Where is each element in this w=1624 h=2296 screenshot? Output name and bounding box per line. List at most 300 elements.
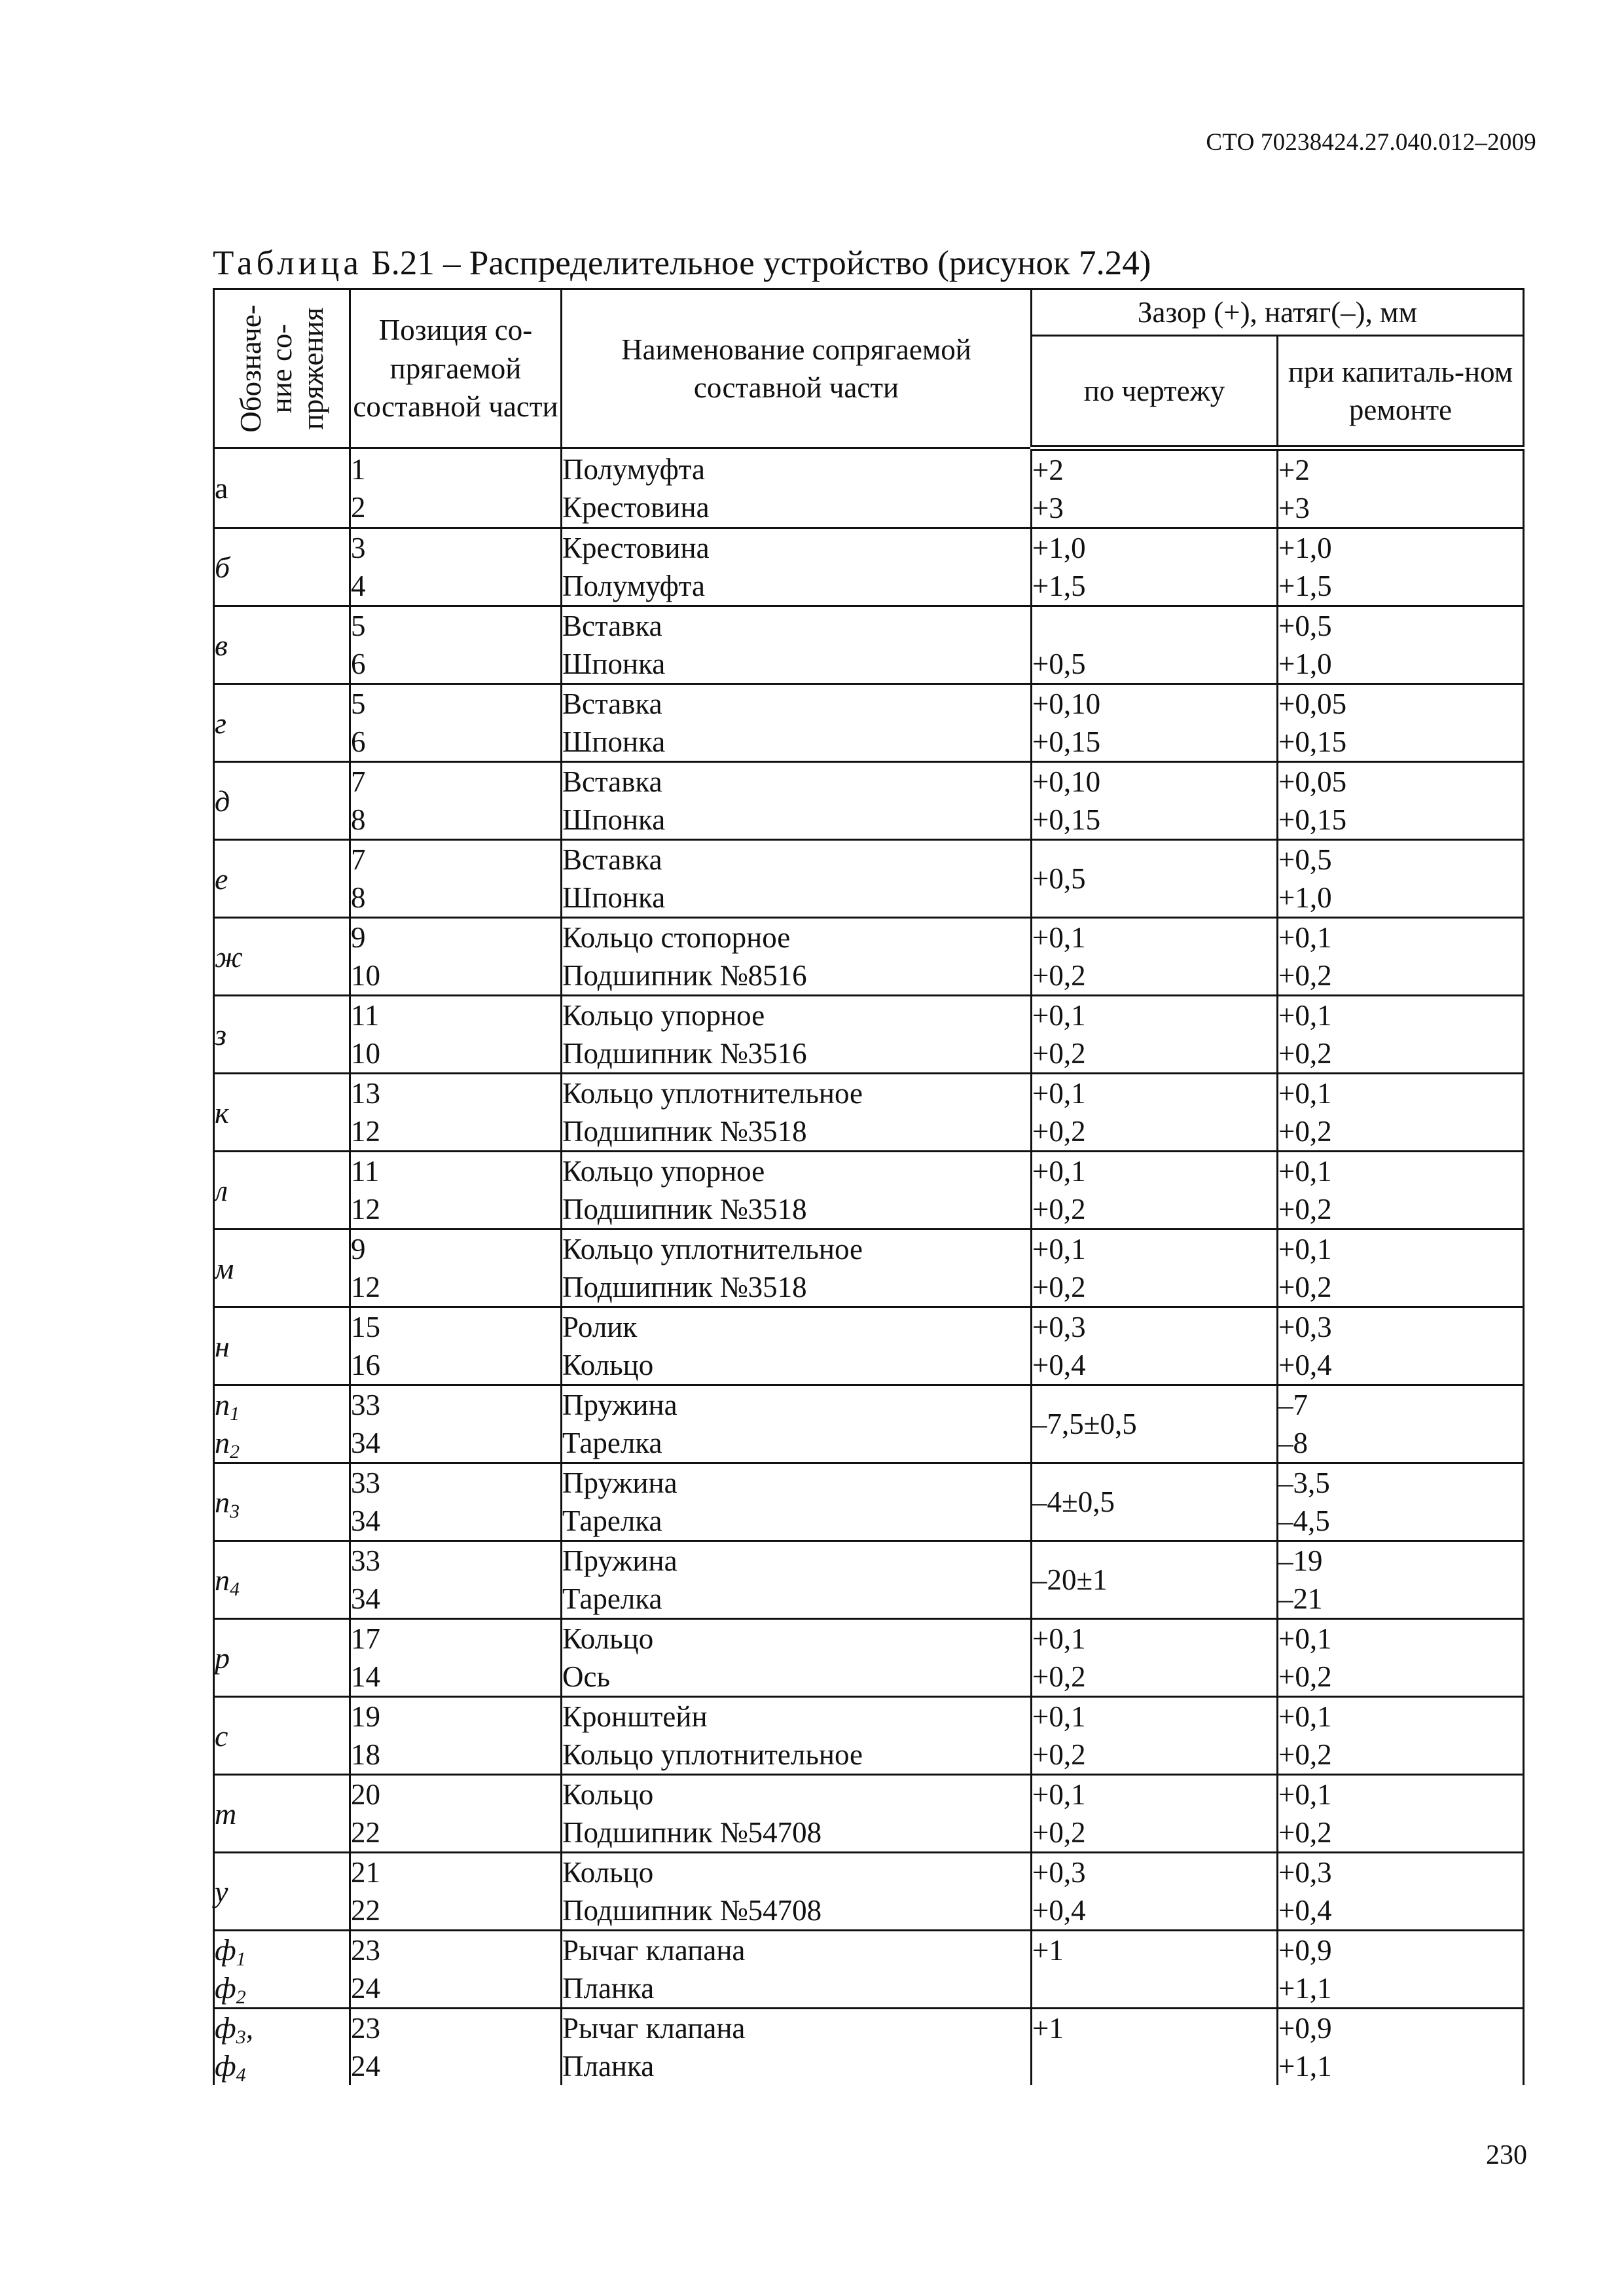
- cell-name-line: Рычаг клапана: [562, 2012, 746, 2045]
- cell-position-line: 20: [351, 1778, 380, 1811]
- cell-at-overhaul-line: +3: [1278, 492, 1310, 524]
- header-designation: [214, 289, 350, 448]
- cell-designation: м: [214, 1230, 350, 1307]
- cell-by-drawing-line: +1: [1032, 2012, 1064, 2045]
- cell-name-line: Подшипник №54708: [562, 1894, 822, 1927]
- cell-name-line: Планка: [562, 1972, 655, 2005]
- cell-by-drawing: [1032, 1074, 1278, 1152]
- cell-by-drawing-line: +0,1: [1032, 1700, 1086, 1733]
- designation-letter: ф: [215, 1971, 236, 2005]
- cell-position: [350, 1463, 562, 1541]
- cell-by-drawing-line: +0,5: [1032, 647, 1086, 680]
- cell-designation: к: [214, 1074, 350, 1152]
- cell-position-line: 21: [351, 1856, 380, 1889]
- cell-at-overhaul: [1278, 1230, 1524, 1307]
- cell-designation: в: [214, 606, 350, 684]
- cell-at-overhaul: [1278, 2009, 1524, 2086]
- cell-name-line: Планка: [562, 2050, 655, 2083]
- cell-by-drawing: –4±0,5: [1032, 1463, 1278, 1541]
- cell-by-drawing-line: [1032, 607, 1276, 645]
- cell-name-line: Кольцо упорное: [562, 1155, 765, 1188]
- designation-line: [215, 1563, 240, 1600]
- cell-position-line: 22: [351, 1894, 380, 1927]
- cell-by-drawing-line: [1032, 1969, 1276, 2007]
- cell-designation: р: [214, 1619, 350, 1697]
- cell-name-line: Вставка: [562, 610, 662, 642]
- cell-at-overhaul-line: +2: [1278, 454, 1310, 486]
- cell-position-line: 3: [351, 532, 366, 564]
- cell-at-overhaul-line: +1,0: [1278, 881, 1332, 914]
- cell-name-line: Подшипник №3518: [562, 1193, 807, 1226]
- cell-by-drawing: +0,5: [1032, 840, 1278, 918]
- cell-position-line: 12: [351, 1115, 380, 1148]
- cell-name-line: Вставка: [562, 687, 662, 720]
- header-designation-line: ние со-: [264, 323, 298, 414]
- cell-name-line: Кольцо: [562, 1622, 654, 1655]
- designation-letter: п: [215, 1563, 230, 1597]
- cell-designation: т: [214, 1775, 350, 1853]
- cell-position-line: 34: [351, 1427, 380, 1459]
- designation-letter: п: [215, 1426, 230, 1459]
- cell-position-line: 4: [351, 570, 366, 602]
- cell-position: [350, 1853, 562, 1931]
- cell-name: [562, 996, 1032, 1074]
- cell-designation: д: [214, 762, 350, 840]
- header-designation-line: Обозначе-: [234, 304, 267, 433]
- designation-index: 3: [230, 1500, 240, 1522]
- cell-position-line: 16: [351, 1349, 380, 1381]
- cell-at-overhaul: [1278, 528, 1524, 606]
- cell-name-line: Подшипник №54708: [562, 1816, 822, 1849]
- cell-by-drawing-line: +1,0: [1032, 532, 1086, 564]
- cell-name-line: Пружина: [562, 1389, 677, 1421]
- table-row: [214, 1152, 1524, 1230]
- table-row: [214, 528, 1524, 606]
- cell-at-overhaul-line: +1,5: [1278, 570, 1332, 602]
- page-number: 230: [1486, 2140, 1527, 2170]
- cell-name: [562, 684, 1032, 762]
- cell-name: [562, 1541, 1032, 1619]
- cell-position: [350, 1074, 562, 1152]
- cell-position: [350, 1775, 562, 1853]
- cell-name-line: Полумуфта: [562, 570, 705, 602]
- cell-name: [562, 1775, 1032, 1853]
- cell-designation: а: [214, 448, 350, 528]
- cell-at-overhaul-line: +0,4: [1278, 1894, 1332, 1927]
- cell-name-line: Кольцо: [562, 1778, 654, 1811]
- cell-designation: г: [214, 684, 350, 762]
- cell-position-line: 11: [351, 1155, 380, 1188]
- cell-position-line: 5: [351, 687, 366, 720]
- cell-designation: [214, 1385, 350, 1463]
- cell-position: [350, 606, 562, 684]
- cell-name-line: Ось: [562, 1660, 610, 1693]
- cell-at-overhaul-line: –19: [1278, 1544, 1323, 1577]
- cell-name-line: Ролик: [562, 1311, 638, 1343]
- cell-at-overhaul-line: +0,3: [1278, 1311, 1332, 1343]
- cell-at-overhaul-line: +0,15: [1278, 803, 1347, 836]
- cell-name: [562, 1619, 1032, 1697]
- table-row: [214, 448, 1524, 528]
- cell-position-line: 12: [351, 1193, 380, 1226]
- cell-by-drawing-line: +0,1: [1032, 1077, 1086, 1110]
- cell-position-line: 10: [351, 959, 380, 992]
- cell-by-drawing-line: +0,1: [1032, 1778, 1086, 1811]
- cell-at-overhaul-line: +0,1: [1278, 1778, 1332, 1811]
- cell-at-overhaul-line: +0,05: [1278, 765, 1347, 798]
- cell-position-line: 2: [351, 490, 366, 524]
- cell-by-drawing: [1032, 1230, 1278, 1307]
- table-row: [214, 1931, 1524, 2009]
- cell-at-overhaul: [1278, 1463, 1524, 1541]
- cell-by-drawing: [1032, 1853, 1278, 1931]
- cell-name: [562, 1931, 1032, 2009]
- cell-designation: у: [214, 1853, 350, 1931]
- cell-at-overhaul-line: +0,2: [1278, 1660, 1332, 1693]
- cell-at-overhaul: [1278, 1152, 1524, 1230]
- table-row: [214, 918, 1524, 996]
- cell-position: [350, 996, 562, 1074]
- cell-at-overhaul-line: +0,1: [1278, 1622, 1332, 1655]
- cell-position-line: 7: [351, 765, 366, 798]
- cell-at-overhaul-line: +0,1: [1278, 921, 1332, 954]
- cell-by-drawing: [1032, 1775, 1278, 1853]
- cell-at-overhaul: [1278, 1307, 1524, 1385]
- cell-by-drawing: [1032, 2009, 1278, 2086]
- cell-name-line: Кольцо: [562, 1349, 654, 1381]
- cell-at-overhaul-line: +0,2: [1278, 1193, 1332, 1226]
- cell-position: [350, 448, 562, 528]
- cell-name-line: Подшипник №3518: [562, 1271, 807, 1303]
- cell-by-drawing-line: +0,2: [1032, 1271, 1086, 1303]
- cell-at-overhaul-line: +0,2: [1278, 1115, 1332, 1148]
- cell-name-line: Крестовина: [562, 532, 710, 564]
- cell-designation: с: [214, 1697, 350, 1775]
- cell-at-overhaul-line: +0,2: [1278, 959, 1332, 992]
- cell-by-drawing-line: +0,2: [1032, 1193, 1086, 1226]
- designation-letter: п: [215, 1388, 230, 1421]
- header-at-overhaul: при капиталь-ном ремонте: [1278, 336, 1524, 448]
- cell-at-overhaul-line: +0,5: [1278, 843, 1332, 876]
- cell-at-overhaul: [1278, 1541, 1524, 1619]
- cell-name-line: Крестовина: [562, 490, 710, 524]
- cell-at-overhaul-line: +0,2: [1278, 1271, 1332, 1303]
- cell-by-drawing-line: +0,2: [1032, 1660, 1086, 1693]
- cell-at-overhaul-line: –4,5: [1278, 1504, 1330, 1537]
- cell-by-drawing-line: +0,1: [1032, 1233, 1086, 1266]
- table-row: [214, 1619, 1524, 1697]
- cell-name-line: Кольцо уплотнительное: [562, 1077, 863, 1110]
- cell-position-line: 9: [351, 921, 366, 954]
- cell-by-drawing: –7,5±0,5: [1032, 1385, 1278, 1463]
- cell-name-line: Шпонка: [562, 803, 666, 836]
- designation-line: [215, 1931, 349, 1969]
- designation-index: 2: [230, 1441, 240, 1463]
- cell-at-overhaul-line: +0,1: [1278, 1077, 1332, 1110]
- cell-designation: [214, 1463, 350, 1541]
- cell-at-overhaul-line: +0,2: [1278, 1037, 1332, 1070]
- cell-by-drawing-line: +0,15: [1032, 725, 1101, 758]
- clearance-table: [213, 288, 1525, 2085]
- designation-index: 2: [236, 1986, 246, 2008]
- designation-index: 1: [230, 1403, 240, 1425]
- cell-by-drawing-line: +0,2: [1032, 1738, 1086, 1771]
- cell-at-overhaul: [1278, 1775, 1524, 1853]
- cell-name-line: Подшипник №3516: [562, 1037, 807, 1070]
- cell-position-line: 18: [351, 1738, 380, 1771]
- cell-by-drawing: [1032, 528, 1278, 606]
- table-row: [214, 684, 1524, 762]
- cell-by-drawing-line: [1032, 2047, 1276, 2085]
- cell-by-drawing-line: +2: [1032, 454, 1064, 486]
- cell-at-overhaul: [1278, 1853, 1524, 1931]
- cell-position-line: 17: [351, 1622, 380, 1655]
- cell-name: [562, 1230, 1032, 1307]
- cell-at-overhaul-line: +0,9: [1278, 1934, 1332, 1967]
- cell-name: [562, 1697, 1032, 1775]
- cell-position-line: 6: [351, 725, 366, 758]
- cell-position: [350, 1230, 562, 1307]
- cell-position-line: 34: [351, 1582, 380, 1615]
- header-designation-line: пряжения: [296, 307, 329, 430]
- designation-line: [215, 2009, 349, 2047]
- cell-position-line: 12: [351, 1271, 380, 1303]
- cell-at-overhaul-line: +0,2: [1278, 1816, 1332, 1849]
- cell-position: [350, 684, 562, 762]
- cell-name-line: Пружина: [562, 1467, 677, 1499]
- table-row: [214, 1697, 1524, 1775]
- cell-position-line: 9: [351, 1233, 366, 1266]
- cell-by-drawing: –20±1: [1032, 1541, 1278, 1619]
- cell-position: [350, 528, 562, 606]
- cell-by-drawing: [1032, 1697, 1278, 1775]
- cell-by-drawing-line: +0,1: [1032, 1622, 1086, 1655]
- designation-line: [215, 2047, 349, 2085]
- cell-name-line: Кольцо уплотнительное: [562, 1738, 863, 1771]
- designation-letter: ф: [215, 1933, 236, 1967]
- cell-position-line: 1: [351, 452, 366, 486]
- cell-at-overhaul: [1278, 1931, 1524, 2009]
- table-row: [214, 1074, 1524, 1152]
- cell-designation: б: [214, 528, 350, 606]
- cell-position-line: 34: [351, 1504, 380, 1537]
- cell-name-line: Кронштейн: [562, 1700, 708, 1733]
- table-row: [214, 2009, 1524, 2086]
- table-row: [214, 1463, 1524, 1541]
- cell-name: [562, 448, 1032, 528]
- cell-name: [562, 918, 1032, 996]
- cell-by-drawing: [1032, 684, 1278, 762]
- cell-at-overhaul-line: –7: [1278, 1389, 1308, 1421]
- designation-index: 4: [236, 2064, 246, 2086]
- cell-position: [350, 1619, 562, 1697]
- cell-position-line: 23: [351, 1934, 380, 1967]
- cell-position: [350, 1307, 562, 1385]
- cell-name: [562, 606, 1032, 684]
- cell-designation: н: [214, 1307, 350, 1385]
- cell-name-line: Кольцо упорное: [562, 999, 765, 1032]
- cell-position-line: 5: [351, 610, 366, 642]
- cell-at-overhaul-line: +1,1: [1278, 2050, 1332, 2083]
- cell-name: [562, 1307, 1032, 1385]
- cell-at-overhaul: [1278, 762, 1524, 840]
- cell-at-overhaul-line: +0,9: [1278, 2012, 1332, 2045]
- cell-position: [350, 840, 562, 918]
- table-row: [214, 1853, 1524, 1931]
- cell-position-line: 33: [351, 1389, 380, 1421]
- cell-name: [562, 2009, 1032, 2086]
- cell-at-overhaul-line: +0,3: [1278, 1856, 1332, 1889]
- cell-at-overhaul-line: –8: [1278, 1427, 1308, 1459]
- cell-name-line: Кольцо уплотнительное: [562, 1233, 863, 1266]
- cell-name: [562, 528, 1032, 606]
- cell-by-drawing: [1032, 1307, 1278, 1385]
- cell-at-overhaul-line: +0,1: [1278, 999, 1332, 1032]
- cell-at-overhaul: [1278, 1697, 1524, 1775]
- cell-at-overhaul: [1278, 1619, 1524, 1697]
- table-row: [214, 1541, 1524, 1619]
- cell-at-overhaul: [1278, 1074, 1524, 1152]
- cell-name: [562, 840, 1032, 918]
- cell-position: [350, 918, 562, 996]
- cell-name-line: Пружина: [562, 1544, 677, 1577]
- designation-line: [215, 1485, 240, 1522]
- cell-at-overhaul: [1278, 1385, 1524, 1463]
- header-by-drawing: по чертежу: [1032, 336, 1278, 448]
- cell-designation: [214, 2009, 350, 2086]
- designation-letter: п: [215, 1485, 230, 1519]
- cell-name-line: Рычаг клапана: [562, 1934, 746, 1967]
- cell-name-line: Кольцо: [562, 1856, 654, 1889]
- cell-by-drawing-line: +0,3: [1032, 1311, 1086, 1343]
- table-row: [214, 996, 1524, 1074]
- cell-at-overhaul-line: +1,0: [1278, 532, 1332, 564]
- cell-name-line: Тарелка: [562, 1427, 662, 1459]
- cell-position-line: 24: [351, 1972, 380, 2005]
- cell-by-drawing-line: +0,1: [1032, 921, 1086, 954]
- cell-position: [350, 1152, 562, 1230]
- cell-at-overhaul: [1278, 840, 1524, 918]
- cell-by-drawing-line: +0,1: [1032, 1155, 1086, 1188]
- cell-at-overhaul-line: +0,05: [1278, 687, 1347, 720]
- cell-designation: е: [214, 840, 350, 918]
- designation-punct: ,: [245, 2011, 254, 2045]
- cell-name-line: Тарелка: [562, 1582, 662, 1615]
- cell-by-drawing-line: +0,15: [1032, 803, 1101, 836]
- caption-text: Б.21 – Распределительное устройство (рисунок 7.24): [371, 244, 1151, 282]
- designation-line: [215, 1969, 349, 2007]
- cell-by-drawing: [1032, 606, 1278, 684]
- cell-position-line: 11: [351, 999, 380, 1032]
- cell-at-overhaul-line: +0,2: [1278, 1738, 1332, 1771]
- cell-at-overhaul-line: –21: [1278, 1582, 1323, 1615]
- cell-name: [562, 762, 1032, 840]
- cell-at-overhaul-line: +1,1: [1278, 1972, 1332, 2005]
- designation-index: 4: [230, 1578, 240, 1600]
- cell-at-overhaul-line: +0,4: [1278, 1349, 1332, 1381]
- cell-name: [562, 1074, 1032, 1152]
- table-row: [214, 762, 1524, 840]
- cell-at-overhaul-line: +0,15: [1278, 725, 1347, 758]
- cell-by-drawing: [1032, 918, 1278, 996]
- cell-by-drawing-line: +0,2: [1032, 959, 1086, 992]
- table-row: [214, 606, 1524, 684]
- cell-name-line: Кольцо стопорное: [562, 921, 791, 954]
- cell-position-line: 33: [351, 1544, 380, 1577]
- cell-by-drawing-line: +1: [1032, 1934, 1064, 1967]
- header-clearance-group: Зазор (+), натяг(–), мм: [1032, 289, 1524, 336]
- designation-letter: ф: [215, 2011, 236, 2045]
- cell-position-line: 22: [351, 1816, 380, 1849]
- cell-position-line: 6: [351, 647, 366, 680]
- cell-by-drawing-line: +0,3: [1032, 1856, 1086, 1889]
- cell-at-overhaul: [1278, 918, 1524, 996]
- cell-by-drawing-line: +1,5: [1032, 570, 1086, 602]
- cell-by-drawing-line: +0,1: [1032, 999, 1086, 1032]
- cell-designation: [214, 1931, 350, 2009]
- cell-position-line: 33: [351, 1467, 380, 1499]
- cell-name: [562, 1152, 1032, 1230]
- cell-position: [350, 1541, 562, 1619]
- table-caption: [213, 244, 1151, 283]
- cell-at-overhaul-line: +1,0: [1278, 647, 1332, 680]
- cell-name: [562, 1463, 1032, 1541]
- cell-name: [562, 1853, 1032, 1931]
- cell-name-line: Тарелка: [562, 1504, 662, 1537]
- cell-at-overhaul: [1278, 448, 1524, 528]
- cell-by-drawing-line: +0,2: [1032, 1115, 1086, 1148]
- designation-letter: ф: [215, 2049, 236, 2083]
- table-row: [214, 1230, 1524, 1307]
- cell-by-drawing-line: +3: [1032, 492, 1064, 524]
- table-row: [214, 1307, 1524, 1385]
- cell-at-overhaul-line: +0,1: [1278, 1700, 1332, 1733]
- cell-position-line: 7: [351, 843, 366, 876]
- cell-by-drawing: [1032, 762, 1278, 840]
- cell-by-drawing-line: +0,2: [1032, 1037, 1086, 1070]
- table-body: [214, 448, 1524, 2086]
- header-name: Наименование сопрягаемой составной части: [562, 289, 1032, 448]
- cell-by-drawing-line: +0,10: [1032, 687, 1101, 720]
- cell-designation: з: [214, 996, 350, 1074]
- cell-designation: [214, 1541, 350, 1619]
- cell-at-overhaul-line: +0,1: [1278, 1155, 1332, 1188]
- designation-line: [215, 1424, 349, 1462]
- cell-position-line: 14: [351, 1660, 380, 1693]
- cell-name-line: Подшипник №3518: [562, 1115, 807, 1148]
- cell-name-line: Вставка: [562, 843, 662, 876]
- cell-position-line: 23: [351, 2012, 380, 2045]
- cell-name-line: Шпонка: [562, 647, 666, 680]
- designation-index: 1: [236, 1948, 246, 1970]
- cell-name-line: Подшипник №8516: [562, 959, 807, 992]
- cell-name-line: Шпонка: [562, 881, 666, 914]
- table-row: [214, 840, 1524, 918]
- cell-designation: л: [214, 1152, 350, 1230]
- designation-line: [215, 1386, 349, 1424]
- cell-position-line: 24: [351, 2050, 380, 2083]
- cell-by-drawing: [1032, 1152, 1278, 1230]
- cell-position-line: 19: [351, 1700, 380, 1733]
- cell-position: [350, 762, 562, 840]
- cell-position: [350, 1385, 562, 1463]
- cell-by-drawing: [1032, 1619, 1278, 1697]
- cell-by-drawing-line: +0,10: [1032, 765, 1101, 798]
- cell-by-drawing-line: +0,4: [1032, 1894, 1086, 1927]
- cell-position: [350, 2009, 562, 2086]
- cell-name-line: Шпонка: [562, 725, 666, 758]
- cell-at-overhaul: [1278, 996, 1524, 1074]
